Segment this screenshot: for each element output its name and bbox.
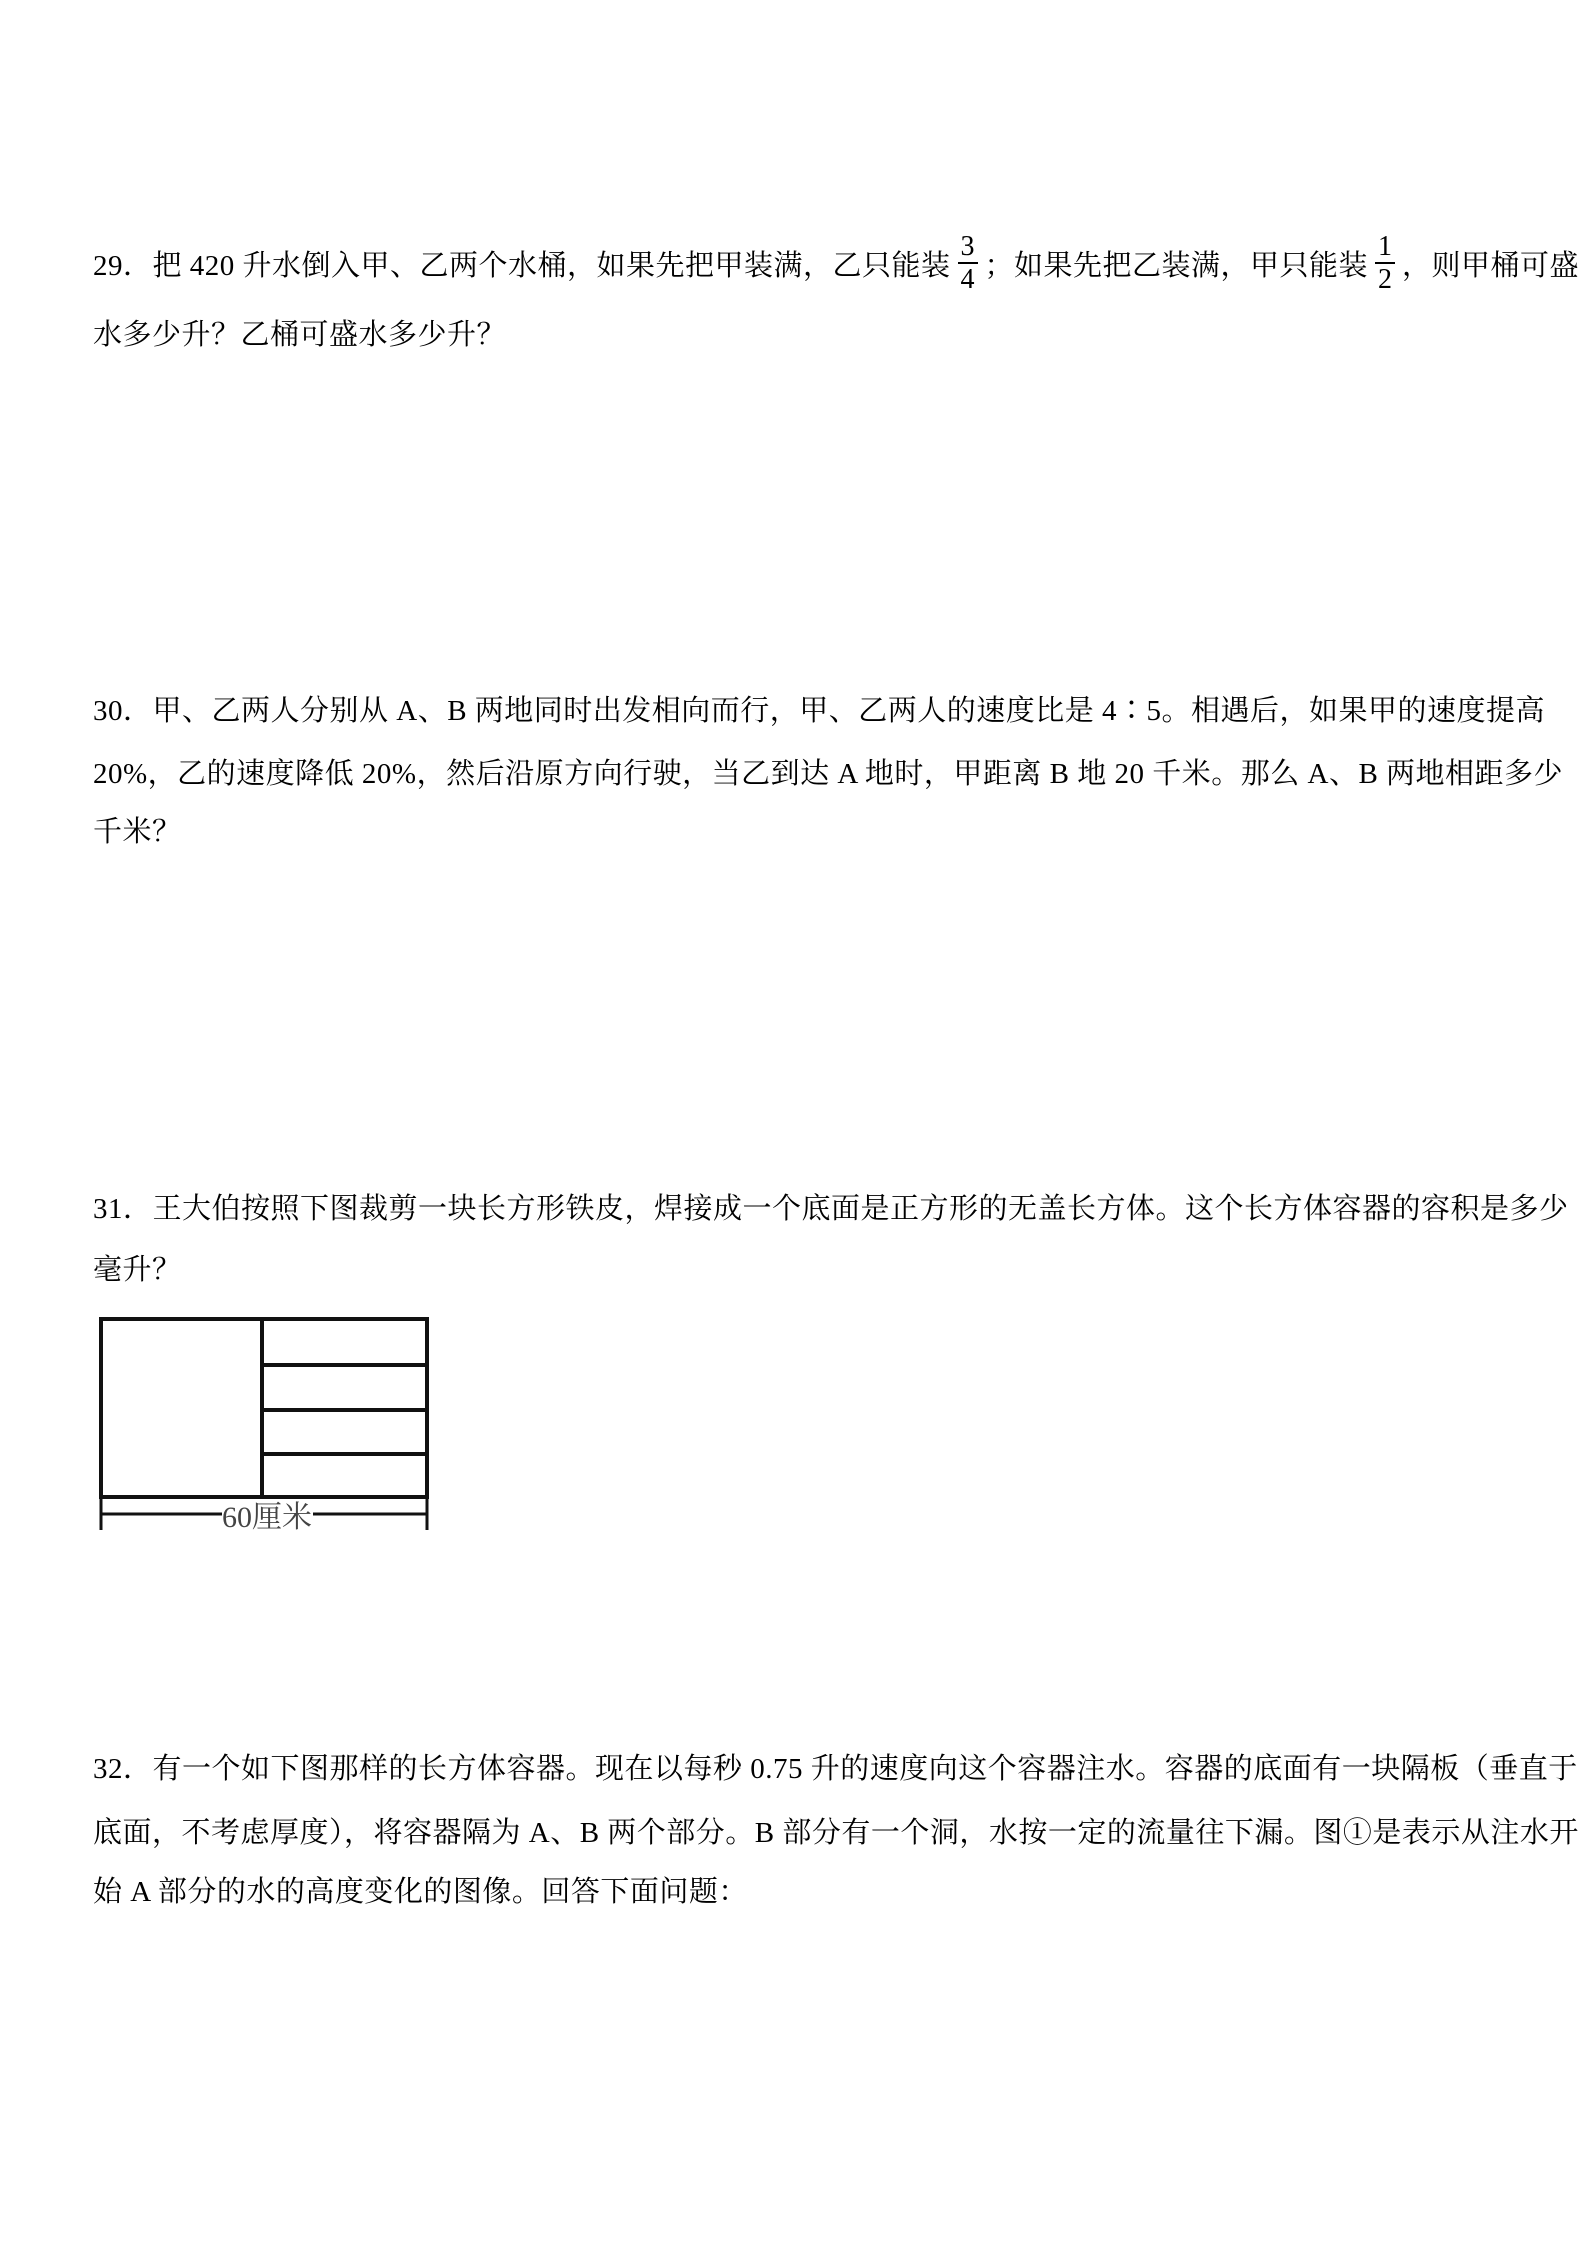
problem-32-line-1: 32．有一个如下图那样的长方体容器。现在以每秒 0.75 升的速度向这个容器注水。容器的底面有一块隔板（垂直于 (93, 1753, 1578, 1785)
fraction-denominator: 4 (960, 264, 975, 295)
problem-31-line-1: 31．王大伯按照下图裁剪一块长方形铁皮，焊接成一个底面是正方形的无盖长方体。这个长方体容器的容积是多少 (93, 1193, 1569, 1225)
problem-29-text-post: ，则甲桶可盛 (1402, 249, 1580, 282)
problem-30-line-3: 千米？ (93, 816, 182, 848)
problem-30-line-1: 30．甲、乙两人分别从 A、B 两地同时出发相向而行，甲、乙两人的速度比是 4∶5。相遇后，如果甲的速度提高 (93, 695, 1546, 727)
problem-29-line-2: 水多少升？乙桶可盛水多少升？ (93, 319, 507, 351)
fraction-numerator: 3 (960, 231, 975, 262)
fraction-denominator: 2 (1378, 264, 1393, 295)
problem-30-line-2: 20%，乙的速度降低 20%，然后沿原方向行驶，当乙到达 A 地时，甲距离 B 地 20 千米。那么 A、B 两地相距多少 (93, 758, 1564, 790)
fraction-numerator: 1 (1378, 231, 1393, 262)
fraction-one-half (1375, 231, 1395, 295)
dimension-label: 60厘米 (222, 1501, 312, 1534)
problem-31-line-2: 毫升？ (93, 1254, 182, 1286)
problem-29-text-mid: ；如果先把乙装满，甲只能装 (984, 249, 1369, 282)
problem-31-figure (95, 1308, 440, 1540)
problem-29-text-pre: 29．把 420 升水倒入甲、乙两个水桶，如果先把甲装满，乙只能装 (93, 249, 951, 282)
problem-29-line-1 (93, 224, 1579, 302)
fraction-three-fourths (958, 231, 978, 295)
problem-32-line-3: 始 A 部分的水的高度变化的图像。回答下面问题： (93, 1876, 748, 1908)
problem-32-line-2: 底面，不考虑厚度），将容器隔为 A、B 两个部分。B 部分有一个洞，水按一定的流量往下漏。图①是表示从注水开 (93, 1817, 1579, 1849)
